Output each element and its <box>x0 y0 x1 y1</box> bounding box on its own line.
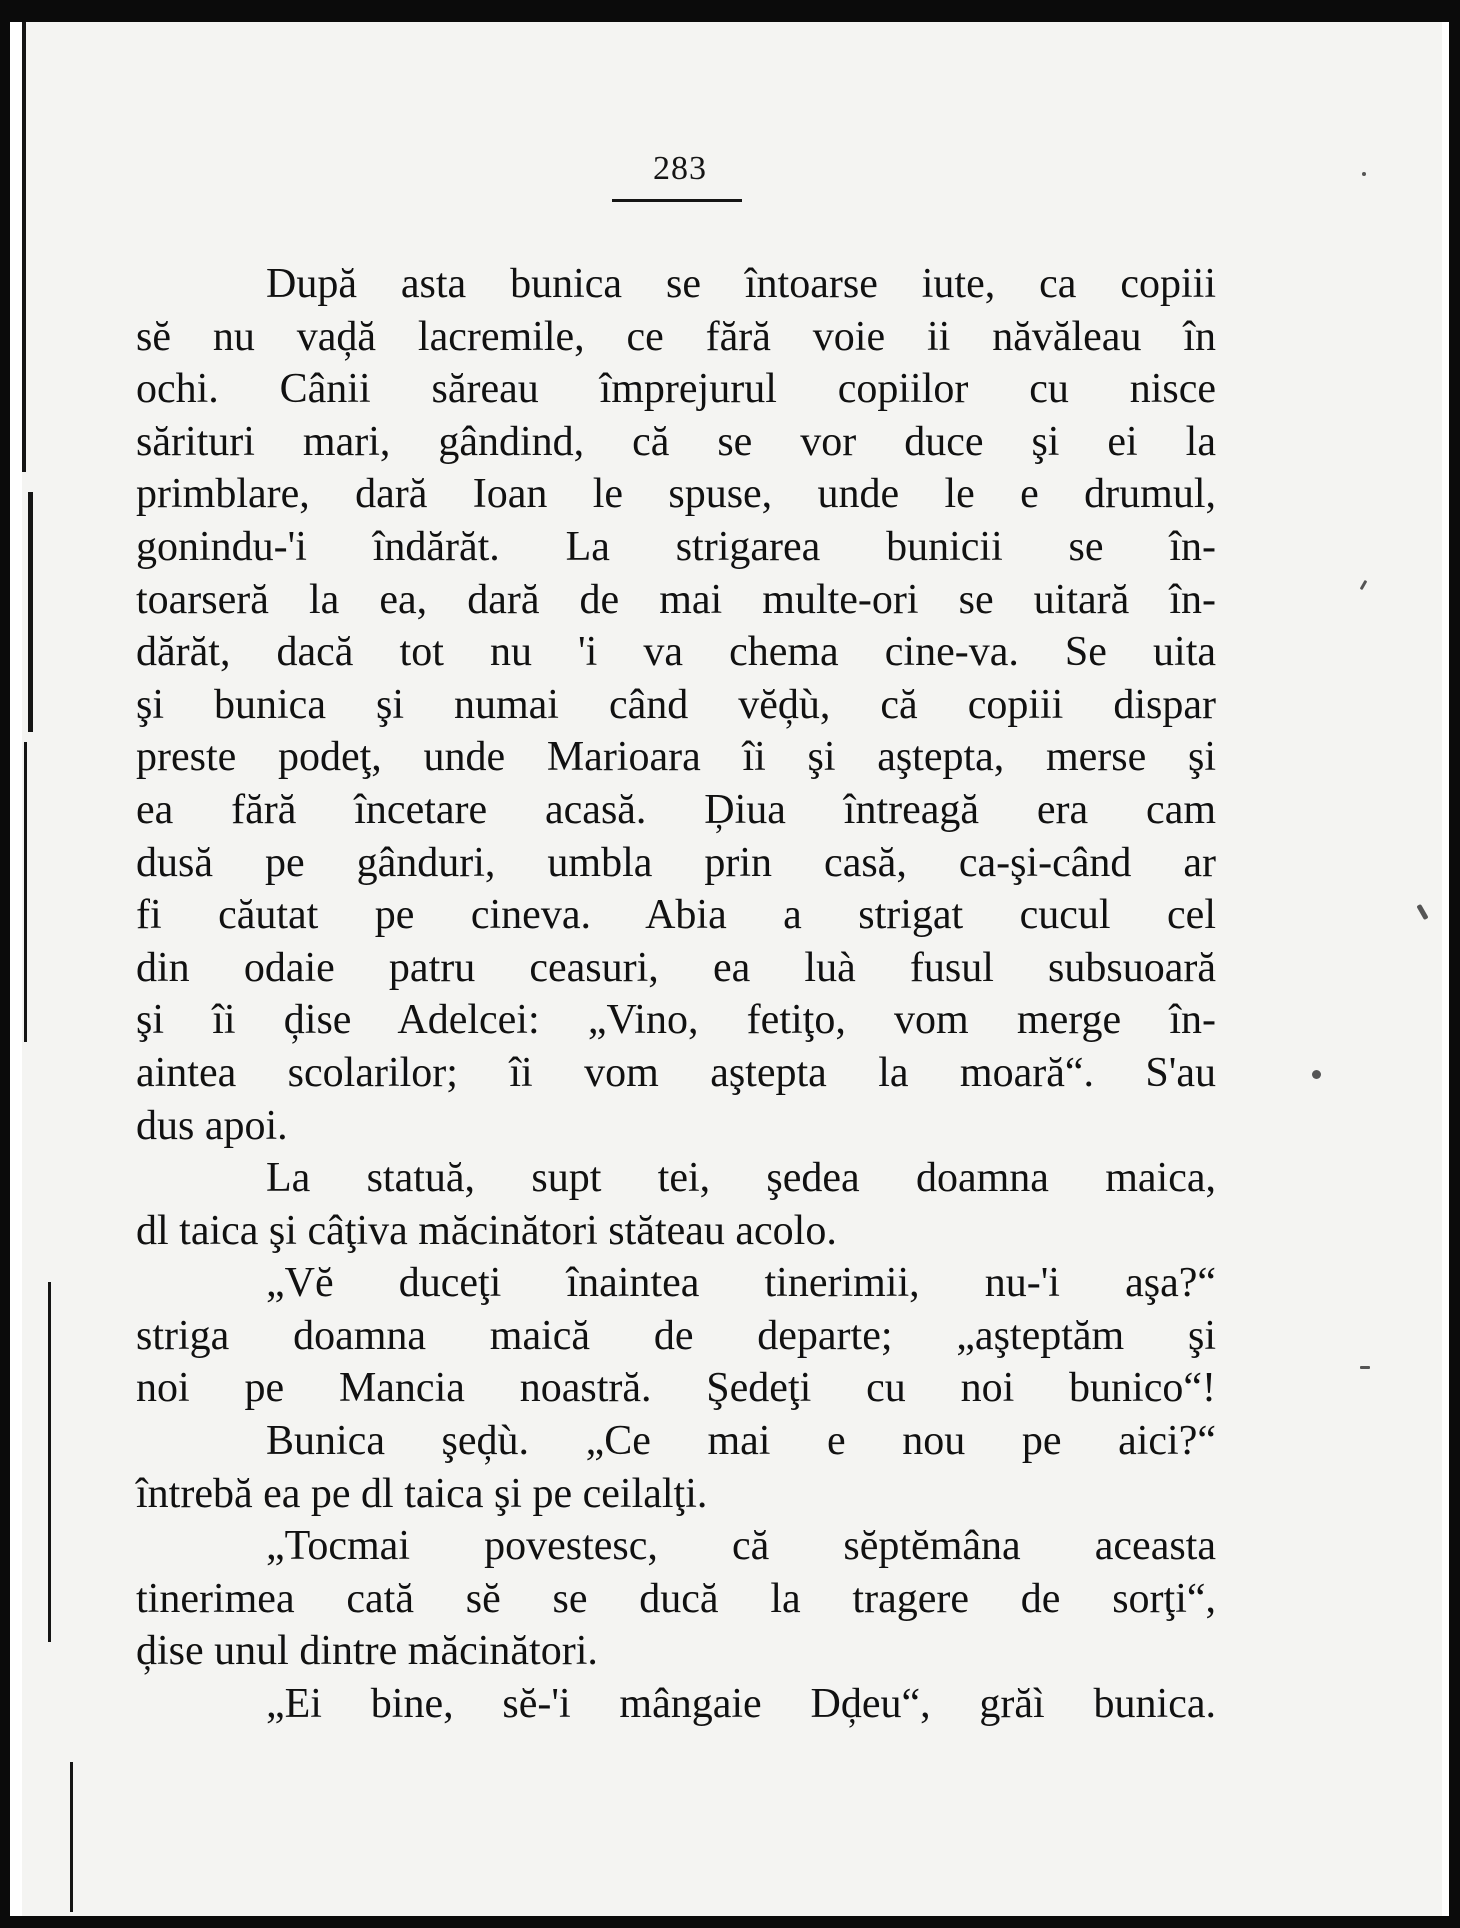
text-line: striga doamna maică de departe; „aşteptăm şi <box>136 1312 1216 1359</box>
text-line: ḑise unul dintre măcinători. <box>136 1628 598 1675</box>
scan-mark <box>1360 1366 1370 1369</box>
scan-mark <box>1360 580 1368 590</box>
text-line: primblare, dară Ioan le spuse, unde le e drumul, <box>136 471 1216 518</box>
text-line: „Vĕ duceţi înaintea tinerimii, nu-'i aşa?“ <box>266 1260 1216 1307</box>
text-line: dusă pe gânduri, umbla prin casă, ca-şi-când ar <box>136 839 1216 886</box>
text-line: sĕ nu vaḑă lacremile, ce fără voie ii năvăleau în <box>136 313 1216 360</box>
text-line: „Tocmai povestesc, că sĕptĕmâna aceasta <box>266 1523 1216 1570</box>
scan-mark <box>1416 904 1428 920</box>
text-line: şi bunica şi numai când vĕḑù, că copiii dispar <box>136 681 1216 728</box>
gutter-shadow-lower <box>24 742 27 1042</box>
scan-speck <box>1312 1070 1321 1079</box>
gutter-shadow-bottom <box>48 1282 51 1642</box>
page-number-rule <box>612 199 742 202</box>
scan-speck <box>1362 172 1366 176</box>
text-line: preste podeţ, unde Marioara îi şi aştepta, merse şi <box>136 734 1216 781</box>
text-line: După asta bunica se întoarse iute, ca copiii <box>266 261 1216 307</box>
text-line: Bunica şeḑù. „Ce mai e nou pe aici?“ <box>266 1418 1216 1465</box>
text-line: ochi. Cânii săreau împrejurul copiilor cu nisce <box>136 366 1216 413</box>
text-line: dl taica şi câţiva măcinători stăteau acolo. <box>136 1207 837 1254</box>
text-line: sărituri mari, gândind, că se vor duce şi ei la <box>136 418 1216 465</box>
text-line: din odaie patru ceasuri, ea luà fusul subsuoară <box>136 944 1216 991</box>
gutter-shadow-mid <box>28 492 33 732</box>
text-line: noi pe Mancia noastră. Şedeţi cu noi bunico“! <box>136 1365 1216 1412</box>
text-line: şi îi ḑise Adelcei: „Vino, fetiţo, vom merge în- <box>136 997 1216 1044</box>
text-line: dus apoi. <box>136 1102 288 1149</box>
scan-border-right <box>1449 0 1460 1928</box>
text-line: La statuă, supt tei, şedea doamna maica, <box>266 1155 1216 1202</box>
scan-border-left <box>0 0 10 1928</box>
text-line: aintea scolarilor; îi vom aştepta la moară“. S'au <box>136 1049 1216 1096</box>
text-line: dărăt, dacă tot nu 'i va chema cine-va. Se uita <box>136 629 1216 676</box>
text-line: „Ei bine, sĕ-'i mângaie Dḑeu“, grăì bunica. <box>266 1681 1216 1728</box>
scan-border-bottom <box>0 1916 1460 1928</box>
text-line: întrebă ea pe dl taica şi pe ceilalţi. <box>136 1470 708 1517</box>
body-text <box>136 258 1216 1731</box>
page-number: 283 <box>653 150 707 187</box>
scan-border-top <box>0 0 1460 22</box>
text-line: toarseră la ea, dară de mai multe-ori se uitară în- <box>136 576 1216 623</box>
gutter-shadow-upper <box>22 22 26 472</box>
text-line: gonindu-'i îndărăt. La strigarea bunicii se în- <box>136 523 1216 570</box>
text-line: tinerimea cată sĕ se ducă la tragere de sorţi“, <box>136 1575 1216 1622</box>
text-line: fi căutat pe cineva. Abia a strigat cucul cel <box>136 892 1216 939</box>
gutter-shadow-foot <box>70 1762 73 1912</box>
text-line: ea fără încetare acasă. Ḑiua întreagă era cam <box>136 786 1216 833</box>
